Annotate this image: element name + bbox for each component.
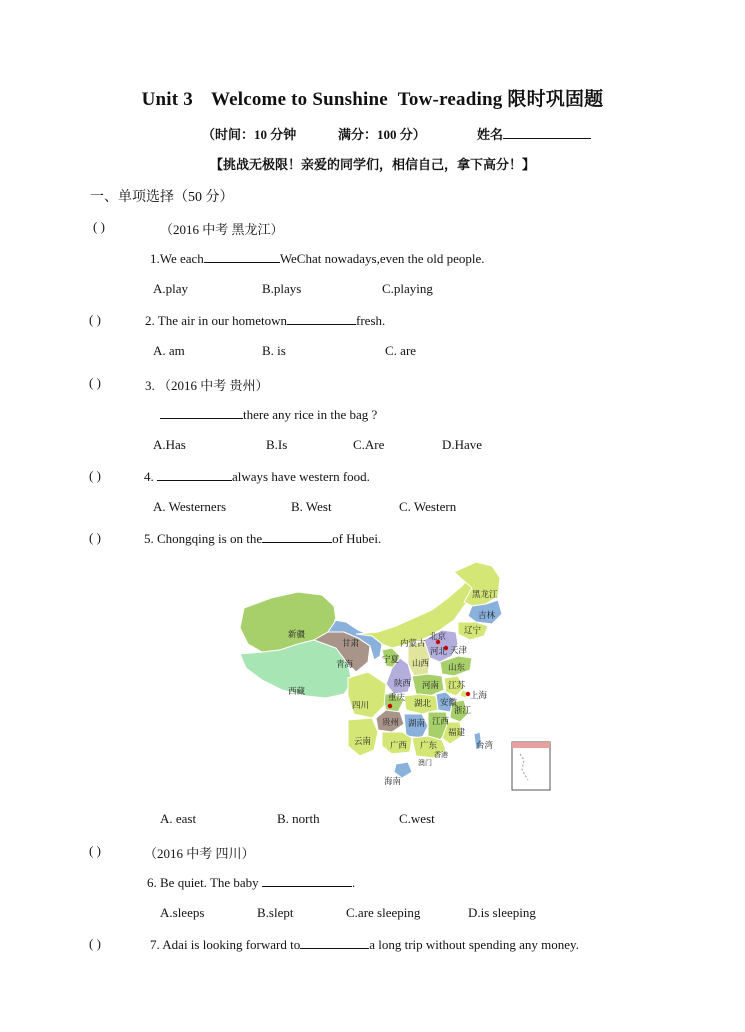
q1-option-c[interactable]: C.playing: [382, 281, 433, 296]
question-6-stem: 6. Be quiet. The baby .: [147, 875, 356, 890]
map-label-liaoning: 辽宁: [464, 626, 482, 636]
q1-option-b[interactable]: B.plays: [262, 281, 302, 296]
blank-3[interactable]: [160, 406, 243, 419]
answer-paren-5[interactable]: ( ): [89, 530, 101, 545]
answer-paren-1[interactable]: ( ): [93, 219, 105, 234]
map-label-aomen: 澳门: [418, 759, 432, 767]
q2-option-a[interactable]: A. am: [153, 343, 185, 358]
q4-option-b[interactable]: B. West: [291, 499, 332, 514]
q2-option-b[interactable]: B. is: [262, 343, 286, 358]
dot-chongqing: [388, 704, 392, 708]
q3-option-d[interactable]: D.Have: [442, 437, 483, 452]
name-label: 姓名: [477, 127, 504, 142]
map-label-guangxi: 广西: [390, 741, 408, 751]
answer-paren-4[interactable]: ( ): [89, 468, 101, 483]
map-label-guangdong: 广东: [420, 741, 438, 751]
blank-4[interactable]: [157, 468, 232, 481]
question-2-stem: 2. The air in our hometown fresh.: [145, 313, 386, 328]
q6-option-d[interactable]: D.is sleeping: [468, 905, 536, 920]
map-label-hainan: 海南: [384, 777, 402, 787]
slogan: 【挑战无极限！亲爱的同学们，相信自己，拿下高分！】: [209, 157, 535, 172]
q4-option-c[interactable]: C. Western: [399, 499, 457, 514]
blank-6[interactable]: [262, 874, 352, 887]
map-label-yunnan: 云南: [354, 737, 372, 747]
map-label-taiwan: 台湾: [476, 741, 494, 751]
map-label-jiangxi: 江西: [432, 717, 450, 727]
map-label-tianjin: 天津: [450, 646, 468, 656]
sea-inset: [512, 742, 550, 790]
blank-1[interactable]: [204, 250, 280, 263]
q6-option-a[interactable]: A.sleeps: [160, 905, 205, 920]
q2-option-c[interactable]: C. are: [385, 343, 417, 358]
q3-option-c[interactable]: C.Are: [353, 437, 385, 452]
q4-option-a[interactable]: A. Westerners: [153, 499, 227, 514]
section-title: 一、单项选择（50 分）: [90, 190, 234, 205]
unit-label: Unit 3: [141, 89, 193, 110]
map-label-jiangsu: 江苏: [448, 681, 466, 691]
blank-5[interactable]: [262, 530, 332, 543]
name-field[interactable]: [477, 124, 591, 143]
map-label-beijing: 北京: [429, 632, 447, 642]
time-label: （时间：10 分钟: [202, 127, 297, 142]
map-label-sichuan: 四川: [352, 701, 370, 711]
map-label-chongqing: 重庆: [388, 693, 406, 703]
question-5-stem: 5. Chongqing is on the of Hubei.: [144, 531, 382, 546]
map-label-guizhou: 贵州: [382, 718, 400, 728]
q6-option-b[interactable]: B.slept: [257, 905, 294, 920]
q6-option-c[interactable]: C.are sleeping: [346, 905, 421, 920]
sea-inset-top: [512, 742, 550, 748]
map-label-shandong: 山东: [448, 663, 466, 673]
map-label-shanghai: 上海: [470, 691, 488, 701]
answer-paren-2[interactable]: ( ): [89, 312, 101, 327]
answer-paren-6[interactable]: ( ): [89, 843, 101, 858]
question-source-1: （2016 中考 黑龙江）: [160, 222, 284, 237]
question-1-stem: 1.We each WeChat nowadays,even the old people.: [150, 251, 485, 266]
map-label-anhui: 安徽: [440, 698, 458, 708]
title-sub: Tow-reading: [397, 89, 503, 110]
map-label-shaanxi: 陕西: [394, 679, 412, 689]
question-7-stem: 7. Adai is looking forward to a long trip without spending any money.: [150, 937, 579, 952]
score-label: 满分：100 分）: [338, 127, 426, 142]
map-label-hebei: 河北: [430, 647, 448, 657]
answer-paren-7[interactable]: ( ): [89, 936, 101, 951]
name-blank[interactable]: [503, 126, 591, 139]
q3-option-b[interactable]: B.Is: [266, 437, 288, 452]
question-source-6: （2016 中考 四川）: [144, 846, 255, 861]
q1-option-a[interactable]: A.play: [153, 281, 189, 296]
page-title: [0, 84, 745, 111]
map-label-jilin: 吉林: [478, 611, 496, 621]
map-label-gansu: 甘肃: [342, 639, 360, 649]
region-sichuan: [348, 672, 386, 718]
region-hainan: [394, 762, 412, 778]
answer-paren-3[interactable]: ( ): [89, 375, 101, 390]
question-4-stem: 4. always have western food.: [144, 469, 370, 484]
map-label-shanxi: 山西: [412, 659, 430, 669]
q5-option-a[interactable]: A. east: [160, 811, 197, 826]
map-label-zhejiang: 浙江: [454, 706, 472, 716]
question-3-source: 3. （2016 中考 贵州）: [145, 378, 269, 393]
map-label-xizang: 西藏: [288, 687, 306, 697]
china-map: [236, 560, 554, 792]
map-label-qinghai: 青海: [336, 660, 354, 670]
q5-option-c[interactable]: C.west: [399, 811, 435, 826]
map-label-henan: 河南: [422, 681, 440, 691]
map-label-ningxia: 宁夏: [382, 655, 400, 665]
map-label-xinjiang: 新疆: [288, 630, 306, 640]
map-label-hunan: 湖南: [408, 719, 426, 729]
q5-option-b[interactable]: B. north: [277, 811, 320, 826]
map-label-hubei: 湖北: [414, 699, 432, 709]
q3-option-a[interactable]: A.Has: [153, 437, 186, 452]
title-main: Welcome to Sunshine: [210, 89, 388, 110]
title-cn: 限时巩固题: [507, 89, 604, 110]
question-3-stem: there any rice in the bag ?: [160, 406, 377, 423]
map-label-heilongjiang: 黑龙江: [472, 590, 498, 600]
map-label-fujian: 福建: [448, 728, 466, 738]
map-label-neimenggu: 内蒙古: [400, 639, 426, 649]
map-label-xianggang: 香港: [434, 751, 448, 759]
blank-2[interactable]: [287, 312, 356, 325]
blank-7[interactable]: [300, 936, 369, 949]
